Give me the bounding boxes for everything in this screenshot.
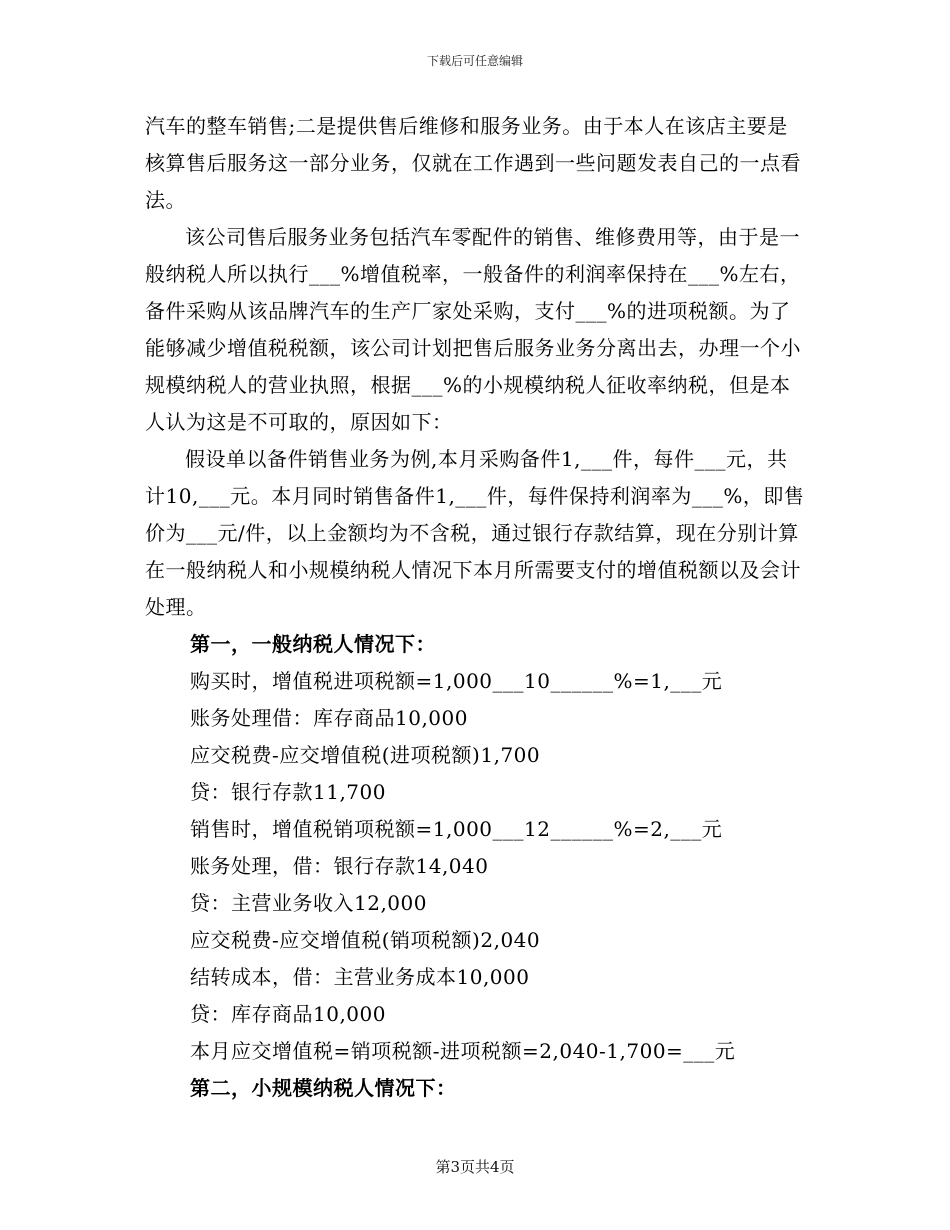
- document-body: [145, 108, 805, 1107]
- section-heading-general-taxpayer: 第一，一般纳税人情况下：: [190, 632, 436, 656]
- entry-vat-payable: 本月应交增值税=销项税额-进项税额=2,040-1,700=___元: [190, 1039, 736, 1063]
- page-header: 下载后可任意编辑: [426, 54, 523, 68]
- entry-debit-bank: 账务处理，借：银行存款14,040: [190, 854, 489, 878]
- entry-output-tax: 应交税费-应交增值税(销项税额)2,040: [190, 928, 541, 952]
- page-footer: 第3页共4页: [435, 1158, 515, 1176]
- entry-credit-bank: 贷：银行存款11,700: [190, 780, 386, 804]
- paragraph-3: 假设单以备件销售业务为例,本月采购备件1,___件，每件___元，共计10,___元。本月同时销售备件1,___件，每件保持利润率为___%，即售价为___元/件，以上金额均为不含税，通过银行存款结算，现在分别计算在一般纳税人和小规模纳税人情况下本月所需要支付的增值税额以及会计处理。: [145, 447, 805, 619]
- entry-credit-revenue: 贷：主营业务收入12,000: [190, 891, 427, 915]
- paragraph-1: 汽车的整车销售;二是提供售后维修和服务业务。由于本人在该店主要是核算售后服务这一部分业务，仅就在工作遇到一些问题发表自己的一点看法。: [145, 114, 801, 212]
- entry-input-tax: 应交税费-应交增值税(进项税额)1,700: [190, 743, 541, 767]
- entry-purchase: 购买时，增值税进项税额=1,000___10______%=1,___元: [190, 669, 723, 693]
- entry-credit-inventory: 贷：库存商品10,000: [190, 1002, 386, 1026]
- section-heading-small-scale-taxpayer: 第二，小规模纳税人情况下：: [190, 1076, 457, 1100]
- entry-cost-transfer: 结转成本，借：主营业务成本10,000: [190, 965, 530, 989]
- paragraph-2: 该公司售后服务业务包括汽车零配件的销售、维修费用等，由于是一般纳税人所以执行___%增值税率，一般备件的利润率保持在___%左右，备件采购从该品牌汽车的生产厂家处采购，支付___%的进项税额。为了能够减少增值税税额，该公司计划把售后服务业务分离出去，办理一个小规模纳税人的营业执照，根据___%的小规模纳税人征收率纳税，但是本人认为这是不可取的，原因如下：: [145, 225, 801, 434]
- entry-debit-inventory: 账务处理借：库存商品10,000: [190, 706, 468, 730]
- entry-sale: 销售时，增值税销项税额=1,000___12______%=2,___元: [190, 817, 723, 841]
